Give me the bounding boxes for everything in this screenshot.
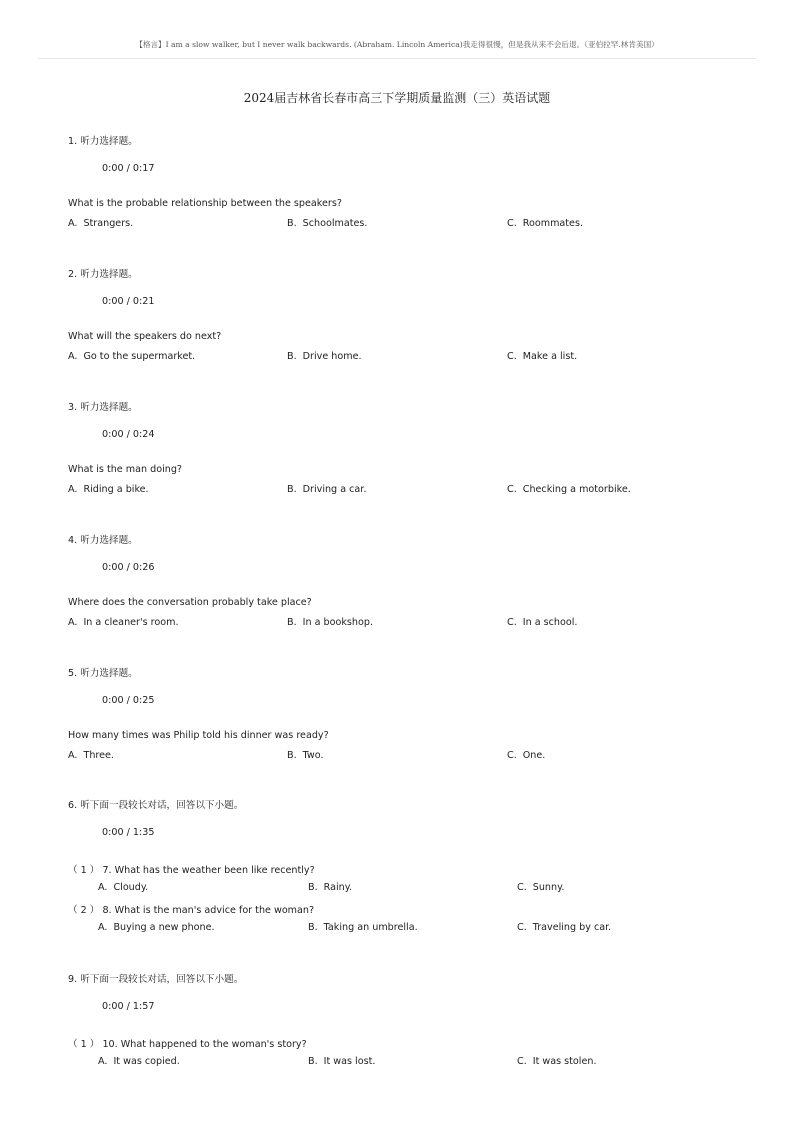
option-letter: B.: [308, 882, 318, 893]
option-a: [98, 922, 215, 933]
question-stem: How many times was Philip told his dinner was ready?: [68, 730, 329, 741]
audio-time: 0:00 / 0:24: [102, 429, 155, 440]
option-letter: C.: [517, 882, 527, 893]
option-letter: A.: [98, 882, 108, 893]
audio-time: 0:00 / 0:25: [102, 695, 155, 706]
option-letter: B.: [287, 218, 297, 229]
question-heading: 4. 听力选择题。: [68, 535, 138, 546]
option-a: [98, 882, 148, 893]
option-text: It was stolen.: [532, 1056, 597, 1067]
option-letter: A.: [68, 750, 78, 761]
option-text: In a bookshop.: [302, 617, 374, 628]
options-row: [68, 351, 748, 365]
option-text: Traveling by car.: [532, 922, 612, 933]
option-b: [287, 218, 367, 229]
option-text: In a cleaner's room.: [83, 617, 179, 628]
option-b: [308, 1056, 375, 1067]
option-letter: B.: [287, 750, 297, 761]
option-text: Make a list.: [522, 351, 578, 362]
option-c: [507, 750, 545, 761]
option-text: One.: [522, 750, 546, 761]
question-heading: 6. 听下面一段较长对话，回答以下小题。: [68, 800, 244, 811]
options-row: [68, 484, 748, 498]
option-b: [287, 750, 324, 761]
option-text: Strangers.: [83, 218, 134, 229]
option-b: [287, 617, 373, 628]
audio-time: 0:00 / 0:21: [102, 296, 155, 307]
option-letter: C.: [517, 1056, 527, 1067]
option-a: [98, 1056, 180, 1067]
audio-time: 0:00 / 0:17: [102, 163, 155, 174]
question-stem: What is the probable relationship between the speakers?: [68, 198, 342, 209]
option-text: Taking an umbrella.: [323, 922, 418, 933]
option-letter: C.: [507, 218, 517, 229]
subquestion-10: [68, 1036, 748, 1076]
option-letter: B.: [308, 922, 318, 933]
option-text: Two.: [302, 750, 324, 761]
options-row: [68, 750, 748, 764]
options-row: [68, 882, 748, 896]
option-text: Rainy.: [323, 882, 353, 893]
options-row: [68, 617, 748, 631]
option-text: It was copied.: [113, 1056, 180, 1067]
option-text: Cloudy.: [113, 882, 149, 893]
option-text: Drive home.: [302, 351, 362, 362]
motto-line: 【格言】I am a slow walker, but I never walk backwards. (Abraham. Lincoln America)我走得很慢，但是我从来不会后退。（亚伯拉罕.林肯美国）: [135, 40, 659, 49]
option-c: [517, 1056, 597, 1067]
option-c: [507, 617, 577, 628]
question-heading: 2. 听力选择题。: [68, 269, 138, 280]
subquestion-7: [68, 862, 748, 902]
option-text: Driving a car.: [302, 484, 367, 495]
option-letter: A.: [68, 351, 78, 362]
option-letter: B.: [287, 484, 297, 495]
option-letter: A.: [98, 922, 108, 933]
option-b: [287, 351, 362, 362]
option-c: [507, 351, 577, 362]
question-heading: 3. 听力选择题。: [68, 402, 138, 413]
option-a: [68, 218, 133, 229]
question-heading: 9. 听下面一段较长对话，回答以下小题。: [68, 974, 244, 985]
option-text: Go to the supermarket.: [83, 351, 196, 362]
option-text: Roommates.: [522, 218, 584, 229]
option-c: [507, 218, 583, 229]
option-letter: A.: [68, 218, 78, 229]
audio-time: 0:00 / 1:35: [102, 827, 155, 838]
option-text: Sunny.: [532, 882, 565, 893]
question-stem: Where does the conversation probably take place?: [68, 597, 312, 608]
question-heading: 5. 听力选择题。: [68, 668, 138, 679]
header-divider: [38, 58, 756, 59]
options-row: [68, 218, 748, 232]
option-a: [68, 484, 149, 495]
option-a: [68, 351, 195, 362]
option-text: Buying a new phone.: [113, 922, 215, 933]
question-stem: What will the speakers do next?: [68, 331, 222, 342]
option-text: In a school.: [522, 617, 578, 628]
options-row: [68, 922, 748, 936]
option-text: Schoolmates.: [302, 218, 368, 229]
option-b: [287, 484, 366, 495]
option-letter: A.: [68, 484, 78, 495]
option-text: Riding a bike.: [83, 484, 149, 495]
option-text: It was lost.: [323, 1056, 376, 1067]
option-letter: B.: [287, 617, 297, 628]
subquestion-stem: （ 2 ） 8. What is the man's advice for the woman?: [68, 905, 315, 916]
page-title: 2024届吉林省长春市高三下学期质量监测（三）英语试题: [243, 91, 551, 105]
option-letter: C.: [507, 351, 517, 362]
option-a: [68, 617, 179, 628]
options-row: [68, 1056, 748, 1070]
option-a: [68, 750, 114, 761]
audio-time: 0:00 / 0:26: [102, 562, 155, 573]
option-text: Three.: [83, 750, 114, 761]
option-letter: B.: [308, 1056, 318, 1067]
option-letter: C.: [507, 484, 517, 495]
option-text: Checking a motorbike.: [522, 484, 631, 495]
option-letter: C.: [507, 617, 517, 628]
audio-time: 0:00 / 1:57: [102, 1001, 155, 1012]
option-letter: B.: [287, 351, 297, 362]
subquestion-stem: （ 1 ） 7. What has the weather been like recently?: [68, 865, 315, 876]
subquestion-8: [68, 902, 748, 942]
option-letter: A.: [98, 1056, 108, 1067]
subquestion-stem: （ 1 ） 10. What happened to the woman's story?: [68, 1039, 307, 1050]
option-letter: C.: [507, 750, 517, 761]
option-letter: A.: [68, 617, 78, 628]
option-c: [507, 484, 631, 495]
option-c: [517, 922, 611, 933]
option-b: [308, 922, 418, 933]
option-c: [517, 882, 564, 893]
question-stem: What is the man doing?: [68, 464, 183, 475]
question-heading: 1. 听力选择题。: [68, 136, 138, 147]
option-b: [308, 882, 352, 893]
option-letter: C.: [517, 922, 527, 933]
